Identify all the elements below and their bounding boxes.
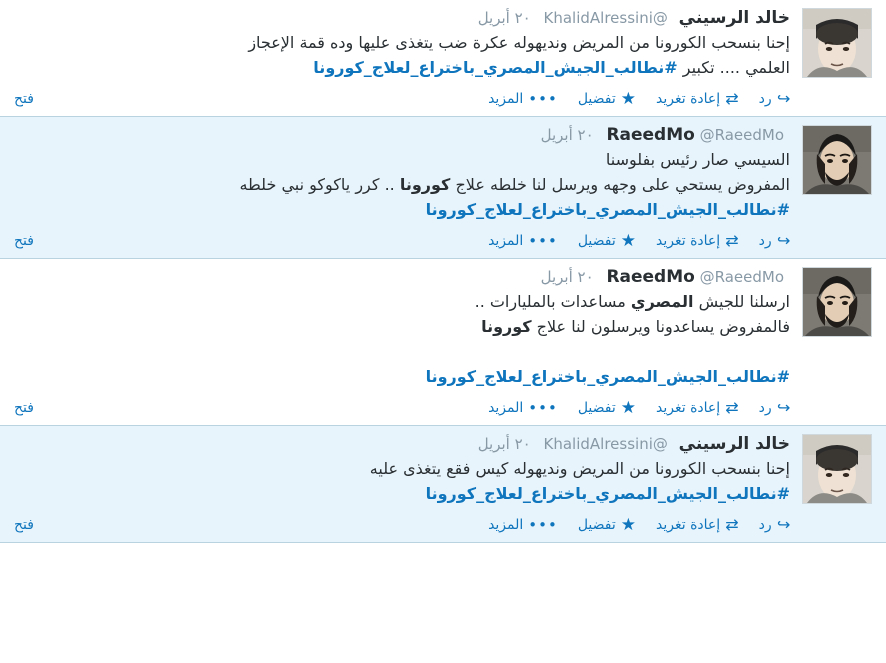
star-icon: ★ [620,515,637,535]
author-username[interactable]: @RaeedMo [699,126,784,144]
tweet-item-1[interactable] [0,117,886,259]
more-button[interactable] [488,233,558,249]
tweet-header [14,434,790,454]
star-icon: ★ [620,398,637,418]
retweet-label: إعادة تغريد [656,517,721,533]
retweet-label: إعادة تغريد [656,233,721,249]
retweet-button[interactable] [656,91,739,107]
tweet-actions [14,395,790,421]
favorite-button[interactable] [578,400,636,416]
reply-label: رد [758,400,772,416]
more-button[interactable] [488,91,558,107]
tweet-actions [14,86,790,112]
author-username[interactable]: @RaeedMo [699,268,784,286]
reply-button[interactable] [759,91,790,107]
tweet-item-0[interactable] [0,0,886,117]
tweet-text: إحنا بنسحب الكورونا من المريض ونديهوله كيس فقع يتغذى عليه #نطالب_الجيش_المصري_باختراع_لعلاج_كورونا [369,459,790,503]
favorite-label: تفضيل [577,233,616,249]
more-button[interactable] [488,517,558,533]
tweet-header [14,125,790,145]
ellipsis-icon: ••• [528,90,558,108]
tweet-timestamp[interactable]: ٢٠ أبريل [477,435,531,453]
avatar-khalid-alressini[interactable] [802,8,872,78]
tweet-actions [14,228,790,254]
tweet-text: إحنا بنسحب الكورونا من المريض ونديهوله عكرة ضب يتغذى عليها وده قمة الإعجاز العلمي .... تكبير #نطالب_الجيش_المصري_باختراع_لعلاج_كورونا [248,33,790,77]
reply-label: رد [758,233,772,249]
author-fullname[interactable]: RaeedMo [606,267,695,287]
more-label: المزيد [488,91,524,107]
reply-arrow-icon: ↩ [776,515,790,534]
reply-arrow-icon: ↩ [776,398,790,417]
open-link[interactable]: فتح [14,400,34,416]
retweet-button[interactable] [656,517,739,533]
retweet-label: إعادة تغريد [656,400,721,416]
retweet-icon: ⇄ [725,89,739,108]
open-link[interactable]: فتح [14,517,34,533]
tweet-item-3[interactable] [0,426,886,543]
tweet-header [14,8,790,28]
ellipsis-icon: ••• [528,516,558,534]
author-username[interactable]: @KhalidAlressini [543,435,668,453]
more-label: المزيد [488,233,524,249]
hashtag-link[interactable]: #نطالب_الجيش_المصري_باختراع_لعلاج_كورونا [425,200,790,219]
retweet-button[interactable] [656,233,739,249]
open-link[interactable]: فتح [14,91,34,107]
tweet-text: السيسي صار رئيس بفلوسنا المفروض يستحي على وجهه ويرسل لنا خلطه علاج كورونا .. كرر ياكوكو نبي خلطه #نطالب_الجيش_المصري_باختراع_لعلاج_كورونا [239,150,790,219]
favorite-button[interactable] [578,233,636,249]
tweet-text: ارسلنا للجيش المصري مساعدات بالمليارات .. فالمفروض يساعدونا ويرسلون لنا علاج كورونا #نطالب_الجيش_المصري_باختراع_لعلاج_كورونا [425,292,790,386]
retweet-icon: ⇄ [725,231,739,250]
retweet-label: إعادة تغريد [656,91,721,107]
hashtag-link[interactable]: #نطالب_الجيش_المصري_باختراع_لعلاج_كورونا [313,58,678,77]
tweet-header [14,267,790,287]
ellipsis-icon: ••• [528,399,558,417]
tweet-item-2[interactable] [0,259,886,426]
avatar-raeedmo[interactable] [802,267,872,337]
favorite-button[interactable] [578,91,636,107]
tweet-timestamp[interactable]: ٢٠ أبريل [477,9,531,27]
star-icon: ★ [620,231,637,251]
hashtag-link[interactable]: #نطالب_الجيش_المصري_باختراع_لعلاج_كورونا [425,367,790,386]
author-fullname[interactable]: خالد الرسيني [678,8,790,28]
author-fullname[interactable]: خالد الرسيني [678,434,790,454]
more-label: المزيد [488,400,524,416]
more-label: المزيد [488,517,524,533]
tweet-timestamp[interactable]: ٢٠ أبريل [540,268,594,286]
author-fullname[interactable]: RaeedMo [606,125,695,145]
tweet-timestamp[interactable]: ٢٠ أبريل [540,126,594,144]
favorite-label: تفضيل [577,517,616,533]
avatar-raeedmo[interactable] [802,125,872,195]
retweet-button[interactable] [656,400,739,416]
more-button[interactable] [488,400,558,416]
reply-arrow-icon: ↩ [776,231,790,250]
retweet-icon: ⇄ [725,398,739,417]
star-icon: ★ [620,89,637,109]
ellipsis-icon: ••• [528,232,558,250]
open-link[interactable]: فتح [14,233,34,249]
reply-arrow-icon: ↩ [776,89,790,108]
tweet-actions [14,512,790,538]
favorite-button[interactable] [578,517,636,533]
author-username[interactable]: @KhalidAlressini [543,9,668,27]
reply-button[interactable] [759,400,790,416]
reply-button[interactable] [759,233,790,249]
reply-label: رد [758,91,772,107]
avatar-khalid-alressini[interactable] [802,434,872,504]
favorite-label: تفضيل [577,91,616,107]
reply-button[interactable] [759,517,790,533]
hashtag-link[interactable]: #نطالب_الجيش_المصري_باختراع_لعلاج_كورونا [425,484,790,503]
retweet-icon: ⇄ [725,515,739,534]
favorite-label: تفضيل [577,400,616,416]
reply-label: رد [758,517,772,533]
